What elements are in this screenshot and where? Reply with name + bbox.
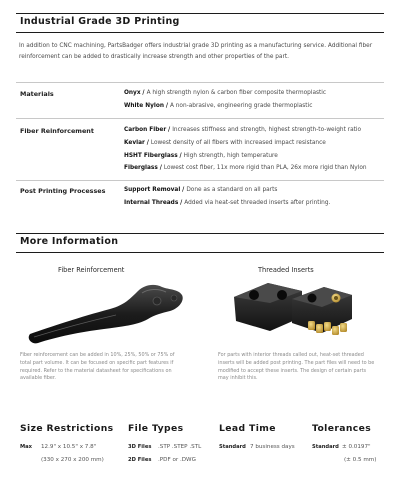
- fiber-row: Fiberglass / Lowest cost fiber, 11x more rigid than PLA, 26x more rigid than Nylon: [124, 165, 367, 171]
- fiber-desc: Increases stiffness and strength, highest strength-to-weight ratio: [172, 127, 362, 133]
- divider: [16, 180, 384, 181]
- fiber-part-image: [20, 277, 190, 347]
- fiber-desc: Lowest density of all fibers with increased impact resistance: [150, 140, 326, 146]
- fiber-image-title: Fiber Reinforcement: [58, 266, 125, 274]
- fiber-name: Carbon Fiber: [124, 127, 167, 133]
- divider: [16, 82, 384, 83]
- post-desc: Done as a standard on all parts: [186, 187, 278, 193]
- more-info-bar: [16, 233, 384, 253]
- material-name: White Nylon: [124, 103, 164, 109]
- file-3d-key: 3D Files: [128, 444, 152, 450]
- tolerance-key: Standard: [312, 444, 339, 450]
- fiber-row: Carbon Fiber / Increases stiffness and strength, highest strength-to-weight ratio: [124, 127, 362, 133]
- material-desc: A non-abrasive, engineering grade thermoplastic: [169, 103, 313, 109]
- file-2d-key: 2D Files: [128, 457, 152, 463]
- post-label: Post Printing Processes: [20, 187, 106, 195]
- fiber-name: Fiberglass: [124, 165, 158, 171]
- fiber-name: Kevlar: [124, 140, 145, 146]
- threads-image-title: Threaded Inserts: [258, 266, 314, 274]
- post-name: Internal Threads: [124, 200, 179, 206]
- threads-caption: For parts with interior threads called out, heat-set threaded inserts will be added post printing. The part files will need to be modified to accept these inserts. The design of certain parts may inhibit this.: [218, 352, 375, 382]
- fiber-desc: Lowest cost fiber, 11x more rigid than PLA, 26x more rigid than Nylon: [163, 165, 367, 171]
- fiber-label: Fiber Reinforcement: [20, 127, 94, 135]
- material-name: Onyx: [124, 90, 141, 96]
- fiber-row: HSHT Fiberglass / High strength, high temperature: [124, 153, 278, 159]
- file-2d-value: .PDF or .DWG: [158, 457, 196, 463]
- file-types-title: File Types: [128, 423, 184, 434]
- fiber-caption: Fiber reinforcement can be added in 10%, 25%, 50% or 75% of total part volume. It can be focused on specific part features if required. Refer to the material datasheet for specifications on available fiber.: [20, 352, 175, 382]
- tolerance-value-mm: (± 0.5 mm): [344, 457, 377, 463]
- page-title: Industrial Grade 3D Printing: [20, 16, 180, 27]
- tolerances-title: Tolerances: [312, 423, 372, 434]
- fiber-desc: High strength, high temperature: [183, 153, 278, 159]
- size-restrictions-title: Size Restrictions: [20, 423, 114, 434]
- materials-label: Materials: [20, 90, 54, 98]
- threads-part-image: [228, 277, 358, 339]
- size-max-mm: (330 x 270 x 200 mm): [41, 457, 104, 463]
- file-3d-value: .STP .STEP .STL: [158, 444, 202, 450]
- more-info-title: More Information: [20, 236, 119, 247]
- header-bar: [16, 13, 384, 33]
- fiber-name: HSHT Fiberglass: [124, 153, 178, 159]
- tolerance-value: ± 0.0197": [342, 444, 371, 450]
- post-row: Support Removal / Done as a standard on all parts: [124, 187, 278, 193]
- fiber-row: Kevlar / Lowest density of all fibers with increased impact resistance: [124, 140, 326, 146]
- divider: [16, 118, 384, 119]
- post-row: Internal Threads / Added via heat-set threaded inserts after printing.: [124, 200, 331, 206]
- material-row: White Nylon / A non-abrasive, engineering grade thermoplastic: [124, 103, 313, 109]
- size-max-inches: 12.9" x 10.5" x 7.8": [41, 444, 97, 450]
- size-max-key: Max: [20, 444, 33, 450]
- lead-time-key: Standard: [219, 444, 246, 450]
- material-row: Onyx / A high strength nylon & carbon fiber composite thermoplastic: [124, 90, 327, 96]
- lead-time-title: Lead Time: [219, 423, 276, 434]
- lead-time-value: 7 business days: [250, 444, 295, 450]
- post-desc: Added via heat-set threaded inserts after printing.: [184, 200, 331, 206]
- post-name: Support Removal: [124, 187, 181, 193]
- material-desc: A high strength nylon & carbon fiber composite thermoplastic: [146, 90, 327, 96]
- intro-paragraph: In addition to CNC machining, PartsBadger offers industrial grade 3D printing as a manufacturing service. Additional fiber reinforcement can be added to drastically increase strength and other properties of the part.: [19, 43, 373, 60]
